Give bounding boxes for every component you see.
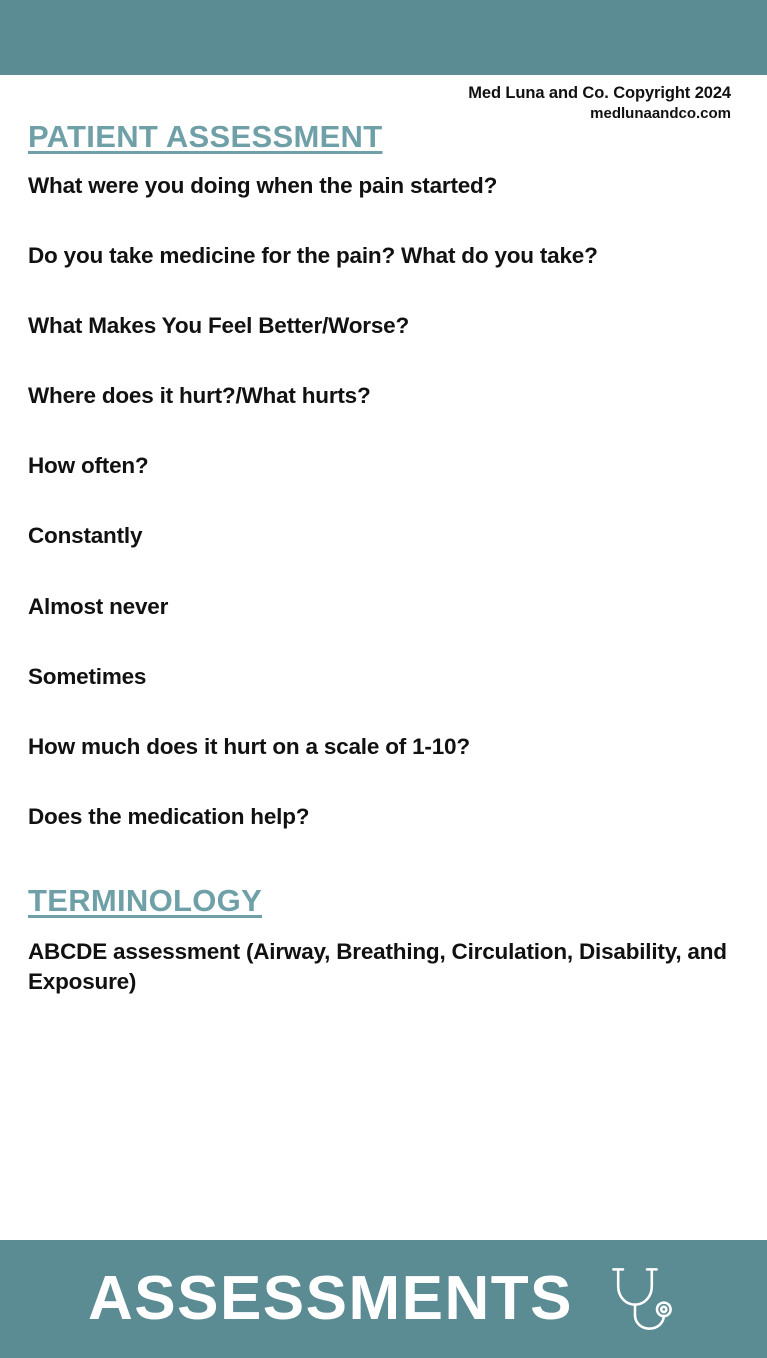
copyright-line-1: Med Luna and Co. Copyright 2024: [468, 84, 731, 102]
terminology-list: [28, 937, 727, 998]
list-item: ABCDE assessment (Airway, Breathing, Circulation, Disability, and Exposure): [28, 939, 727, 995]
main-content: [0, 75, 767, 1240]
section-title-terminology: TERMINOLOGY: [28, 883, 263, 918]
list-item: Where does it hurt?/What hurts?: [28, 383, 371, 409]
list-item: How often?: [28, 453, 149, 479]
list-item: Almost never: [28, 593, 169, 619]
section-title-patient-assessment: PATIENT ASSESSMENT: [28, 119, 383, 154]
list-item: Does the medication help?: [28, 803, 310, 829]
list-item: How much does it hurt on a scale of 1-10?: [28, 733, 470, 759]
copyright-notice: [468, 83, 731, 123]
footer-band: [0, 1240, 767, 1358]
list-item: Constantly: [28, 523, 143, 549]
list-item: What were you doing when the pain started?: [28, 173, 498, 198]
patient-assessment-list: [28, 173, 739, 874]
list-item: Sometimes: [28, 663, 147, 689]
stethoscope-icon: [599, 1259, 679, 1339]
copyright-line-2: medlunaandco.com: [590, 104, 731, 122]
list-item: Do you take medicine for the pain? What do you take?: [28, 243, 598, 269]
list-item: What Makes You Feel Better/Worse?: [28, 313, 409, 339]
footer-title: ASSESSMENTS: [87, 1264, 574, 1333]
top-color-band: [0, 0, 767, 75]
